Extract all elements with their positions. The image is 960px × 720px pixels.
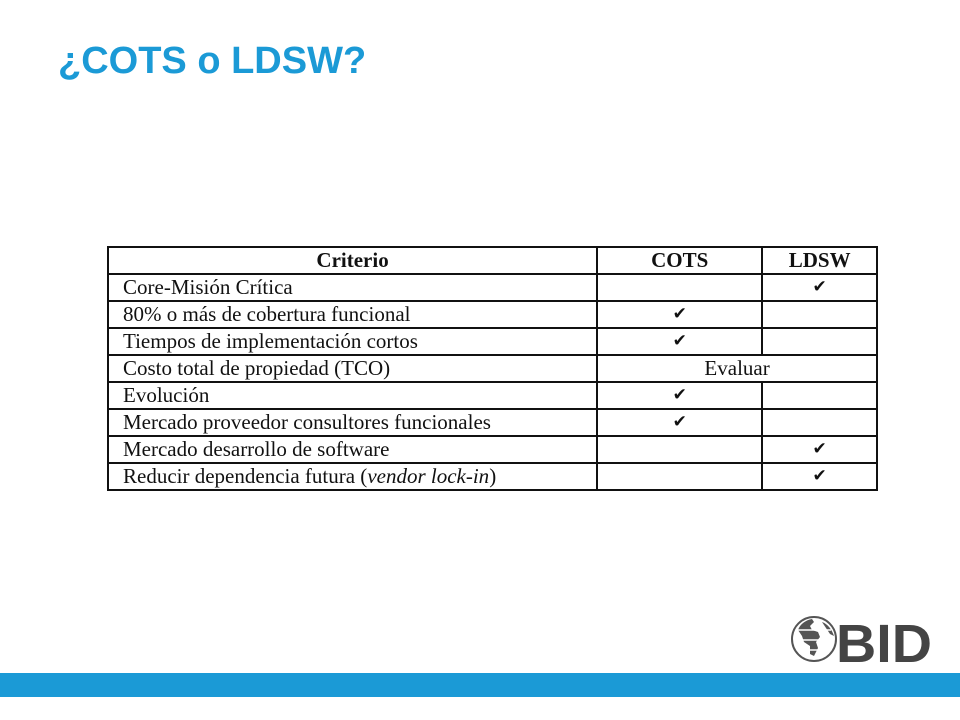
criterion-cell: Evolución [108, 382, 597, 409]
criterion-cell [108, 463, 597, 490]
cots-cell: ✔ [597, 301, 762, 328]
comparison-table [107, 246, 878, 491]
criterion-italic-text: vendor lock-in [367, 464, 490, 488]
header-criterio: Criterio [108, 247, 597, 274]
table-row [108, 301, 877, 328]
table-row [108, 409, 877, 436]
bid-logo-text: BID [836, 614, 932, 666]
ldsw-cell [762, 301, 877, 328]
criterion-cell: Costo total de propiedad (TCO) [108, 355, 597, 382]
bid-logo [790, 610, 936, 666]
ldsw-cell [762, 328, 877, 355]
cots-cell [597, 463, 762, 490]
slide-title: ¿COTS o LDSW? [58, 40, 367, 82]
table-row [108, 436, 877, 463]
criterion-text: Reducir dependencia futura ( [123, 464, 368, 488]
header-cots: COTS [597, 247, 762, 274]
criterion-cell: Tiempos de implementación cortos [108, 328, 597, 355]
criterion-cell: 80% o más de cobertura funcional [108, 301, 597, 328]
criterion-text-end: ) [489, 464, 497, 488]
table-row [108, 274, 877, 301]
cots-cell: ✔ [597, 409, 762, 436]
cots-cell: ✔ [597, 328, 762, 355]
footer-accent-bar [0, 673, 960, 697]
ldsw-cell [762, 409, 877, 436]
ldsw-cell: ✔ [762, 274, 877, 301]
evaluar-cell: Evaluar [597, 355, 877, 382]
table-row [108, 382, 877, 409]
cots-cell [597, 436, 762, 463]
header-ldsw: LDSW [762, 247, 877, 274]
ldsw-cell: ✔ [762, 436, 877, 463]
cots-cell [597, 274, 762, 301]
ldsw-cell: ✔ [762, 463, 877, 490]
ldsw-cell [762, 382, 877, 409]
cots-cell: ✔ [597, 382, 762, 409]
criterion-cell: Mercado desarrollo de software [108, 436, 597, 463]
table-row [108, 328, 877, 355]
criterion-cell: Core-Misión Crítica [108, 274, 597, 301]
criterion-cell: Mercado proveedor consultores funcionales [108, 409, 597, 436]
table-row [108, 463, 877, 490]
table-row [108, 355, 877, 382]
table-header-row [108, 247, 877, 274]
globe-americas-icon [792, 617, 836, 661]
